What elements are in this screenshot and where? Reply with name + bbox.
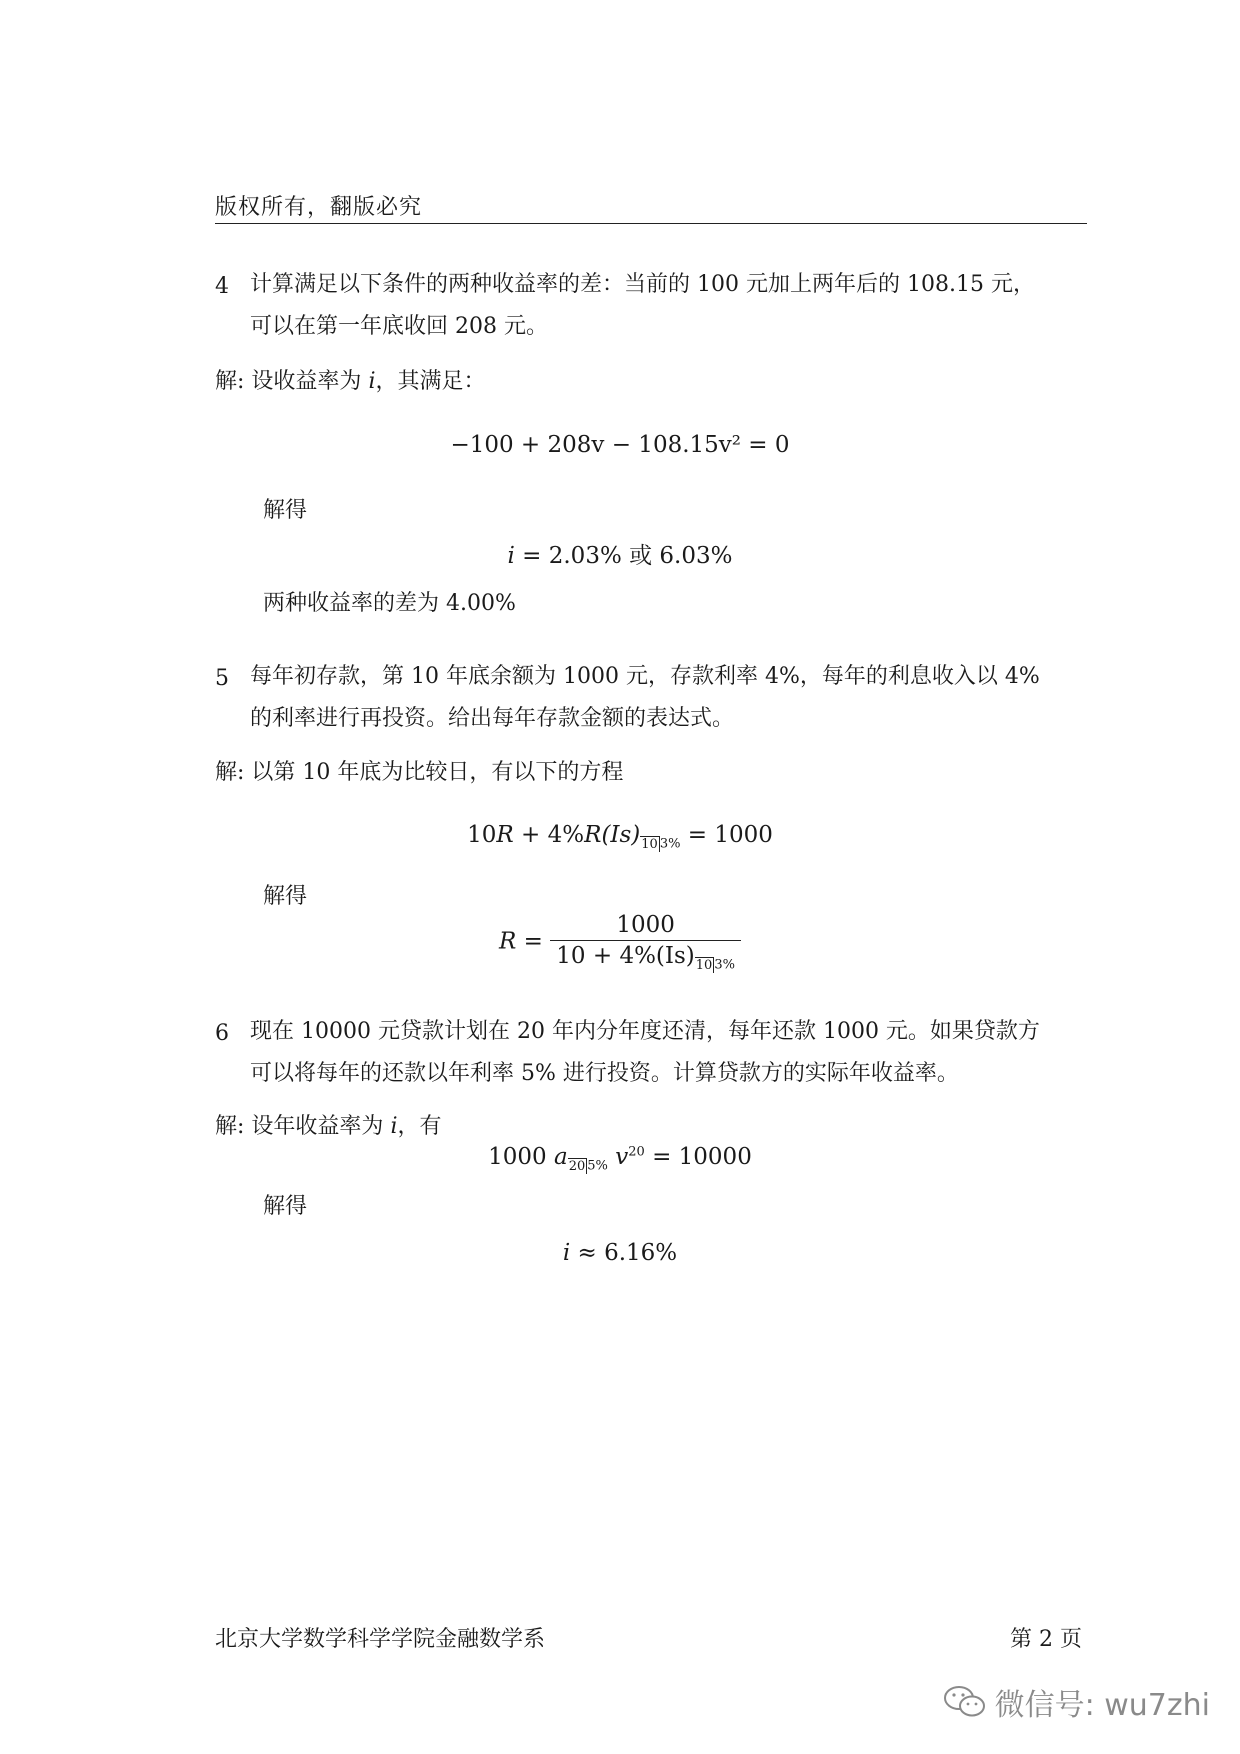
footer-department: 北京大学数学科学学院金融数学系 [215,1627,546,1652]
solution-prefix: 解: [215,369,245,394]
eq-var: i [562,1240,571,1266]
fraction-denominator [550,941,741,973]
solution-text: ，有 [397,1114,442,1139]
problem-5-line-1: 每年初存款，第 10 年底余额为 1000 元，存款利率 4%，每年的利息收入以 4% [250,664,1040,689]
equation-4-2 [0,537,1240,570]
solution-4-intro [215,363,486,401]
watermark [943,1680,1210,1724]
fraction-numerator: 1000 [550,912,741,941]
solution-6-intro [215,1108,442,1146]
eq-rhs: = 1000 [680,822,773,848]
solution-4-result-label: 解得 [263,498,308,523]
problem-6-line-2: 可以将每年的还款以年利率 5% 进行投资。计算贷款方的实际年收益率。 [250,1061,959,1086]
eq-part: + 4% [513,822,585,848]
problem-4-line-1: 计算满足以下条件的两种收益率的差：当前的 100 元加上两年后的 108.15 元， [250,272,1035,297]
problem-5-number: 5 [215,666,229,691]
eq-rhs: = 10000 [644,1144,752,1170]
eq-var: R [499,928,517,955]
watermark-text: 微信号: wu7zhi [994,1688,1210,1723]
solution-prefix: 解: [215,760,245,785]
solution-5-intro [215,754,623,792]
eq-var: i [507,543,515,569]
eq-rhs: = 2.03% 或 6.03% [522,543,733,569]
solution-var: i [368,369,376,394]
eq-var: a [554,1144,568,1170]
problem-5-line-2: 的利率进行再投资。给出每年存款金额的表达式。 [250,706,735,731]
footer-page-number: 第 2 页 [1010,1627,1082,1652]
eq-var: R [496,822,514,848]
eq-subscript [640,836,680,852]
eq-rhs: ≈ 6.16% [570,1240,678,1266]
page-header: 版权所有，翻版必究 [215,195,423,220]
angle-n: 10 [695,957,713,973]
equation-4-1: −100 + 208v − 108.15v² = 0 [450,432,790,458]
equation-5-1 [0,822,1240,852]
equation-5-2 [0,912,1240,973]
problem-4-line-2: 可以在第一年底收回 208 元。 [250,314,548,339]
wechat-icon [943,1684,987,1720]
eq-subscript [568,1158,608,1174]
problem-4-number: 4 [215,274,229,299]
eq-subscript [695,957,735,973]
solution-text: 设年收益率为 [251,1114,384,1139]
subscript-rate: 5% [587,1158,608,1174]
solution-6-result-label: 解得 [263,1194,308,1219]
solution-text: ，其满足： [375,369,486,394]
eq-part: (Is) [601,822,641,848]
solution-var: i [390,1114,398,1139]
problem-6-number: 6 [215,1021,229,1046]
equation-6-2 [0,1240,1240,1266]
header-rule [215,223,1087,224]
subscript-rate: 3% [714,957,735,973]
equation-6-1 [0,1144,1240,1174]
eq-part: 1000 [488,1144,555,1170]
eq-part: 10 + 4%(Is) [556,943,695,969]
solution-prefix: 解: [215,1114,245,1139]
subscript-rate: 3% [659,836,681,852]
eq-var: R [584,822,602,848]
solution-text: 以第 10 年底为比较日，有以下的方程 [251,760,624,785]
eq-part: 10 [467,822,497,848]
fraction [550,912,741,973]
solution-4-conclusion: 两种收益率的差为 4.00% [263,591,516,616]
eq-var: v [615,1144,629,1170]
angle-n: 20 [568,1158,586,1174]
eq-superscript: 20 [628,1144,645,1160]
angle-n: 10 [641,836,658,852]
eq-equals: = [516,928,551,955]
solution-5-result-label: 解得 [263,884,308,909]
problem-6-line-1: 现在 10000 元贷款计划在 20 年内分年度还清，每年还款 1000 元。如果贷款方 [250,1019,1040,1044]
solution-text: 设收益率为 [251,369,362,394]
